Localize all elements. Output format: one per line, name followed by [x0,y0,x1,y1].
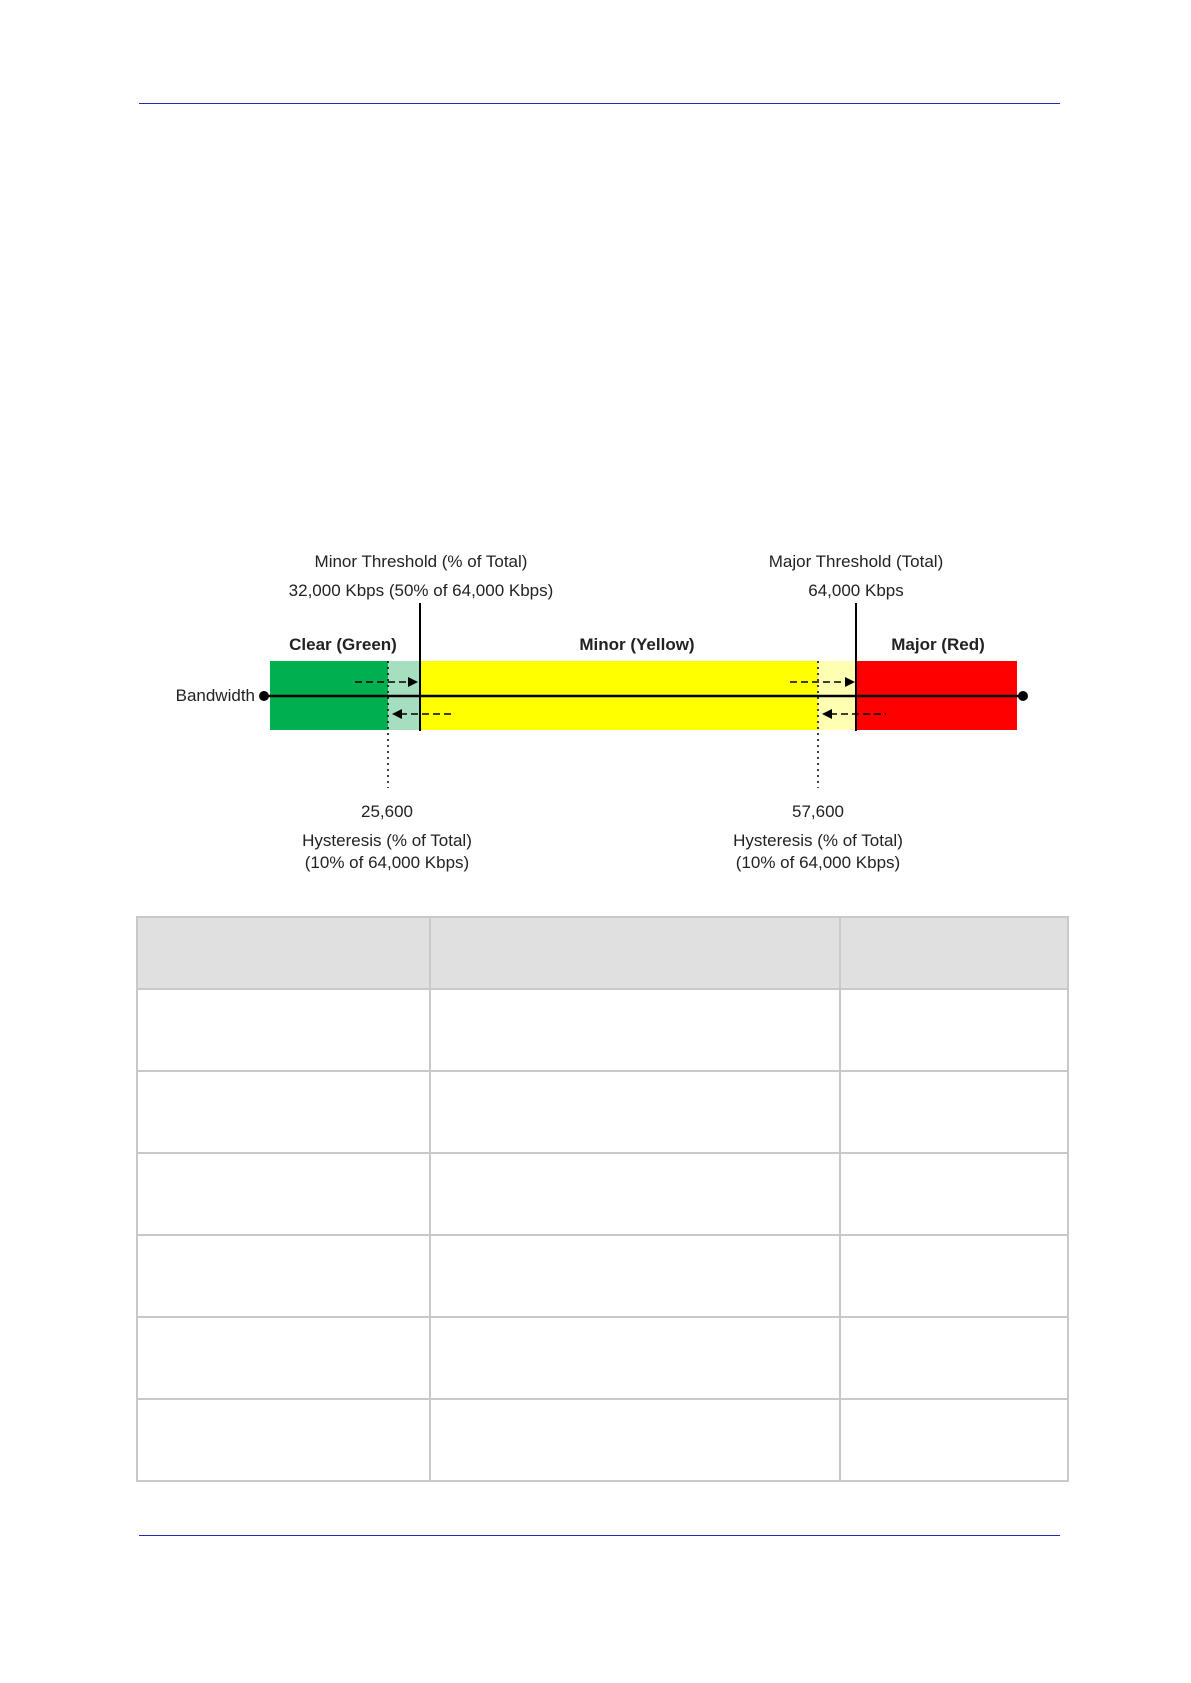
table-cell [137,1235,430,1317]
hysteresis-high-title: Hysteresis (% of Total) [733,831,903,850]
hysteresis-low-title: Hysteresis (% of Total) [302,831,472,850]
table-cell [137,1071,430,1153]
footer-rule [139,1535,1060,1536]
hysteresis-low-detail: (10% of 64,000 Kbps) [304,853,470,872]
hysteresis-high-detail: (10% of 64,000 Kbps) [735,853,901,872]
hysteresis-high-value: 57,600 [792,802,844,821]
table-row [137,1317,1068,1399]
table-cell [430,1153,840,1235]
table-cell [137,1317,430,1399]
table-cell [840,1317,1068,1399]
bandwidth-label: Bandwidth [175,686,255,705]
axis-start-dot [259,691,269,701]
table-header-row [137,917,1068,989]
table-row [137,989,1068,1071]
table-cell [137,989,430,1071]
table-cell [430,1235,840,1317]
table-cell [840,989,1068,1071]
major-threshold-value: 64,000 Kbps [808,581,904,600]
minor-threshold-title: Minor Threshold (% of Total) [314,552,528,571]
hysteresis-low-value: 25,600 [361,802,413,821]
minor-zone-label: Minor (Yellow) [579,635,695,654]
table-cell [430,989,840,1071]
alarm-threshold-table [136,916,1069,1482]
major-zone-label: Major (Red) [891,635,985,654]
table-cell [137,1399,430,1481]
table-cell [840,1153,1068,1235]
clear-zone-label: Clear (Green) [289,635,397,654]
table-row [137,1235,1068,1317]
table-cell [430,1317,840,1399]
minor-threshold-value: 32,000 Kbps (50% of 64,000 Kbps) [288,581,554,600]
table-cell [840,1071,1068,1153]
table-header-cell [137,917,430,989]
table-row [137,1071,1068,1153]
table-cell [137,1153,430,1235]
table-row [137,1399,1068,1481]
table-cell [840,1235,1068,1317]
table-cell [430,1071,840,1153]
table-header-cell [840,917,1068,989]
table-row [137,1153,1068,1235]
axis-end-dot [1018,691,1028,701]
major-threshold-title: Major Threshold (Total) [768,552,944,571]
table-cell [430,1399,840,1481]
table-body [137,989,1068,1481]
table-cell [840,1399,1068,1481]
table-header-cell [430,917,840,989]
